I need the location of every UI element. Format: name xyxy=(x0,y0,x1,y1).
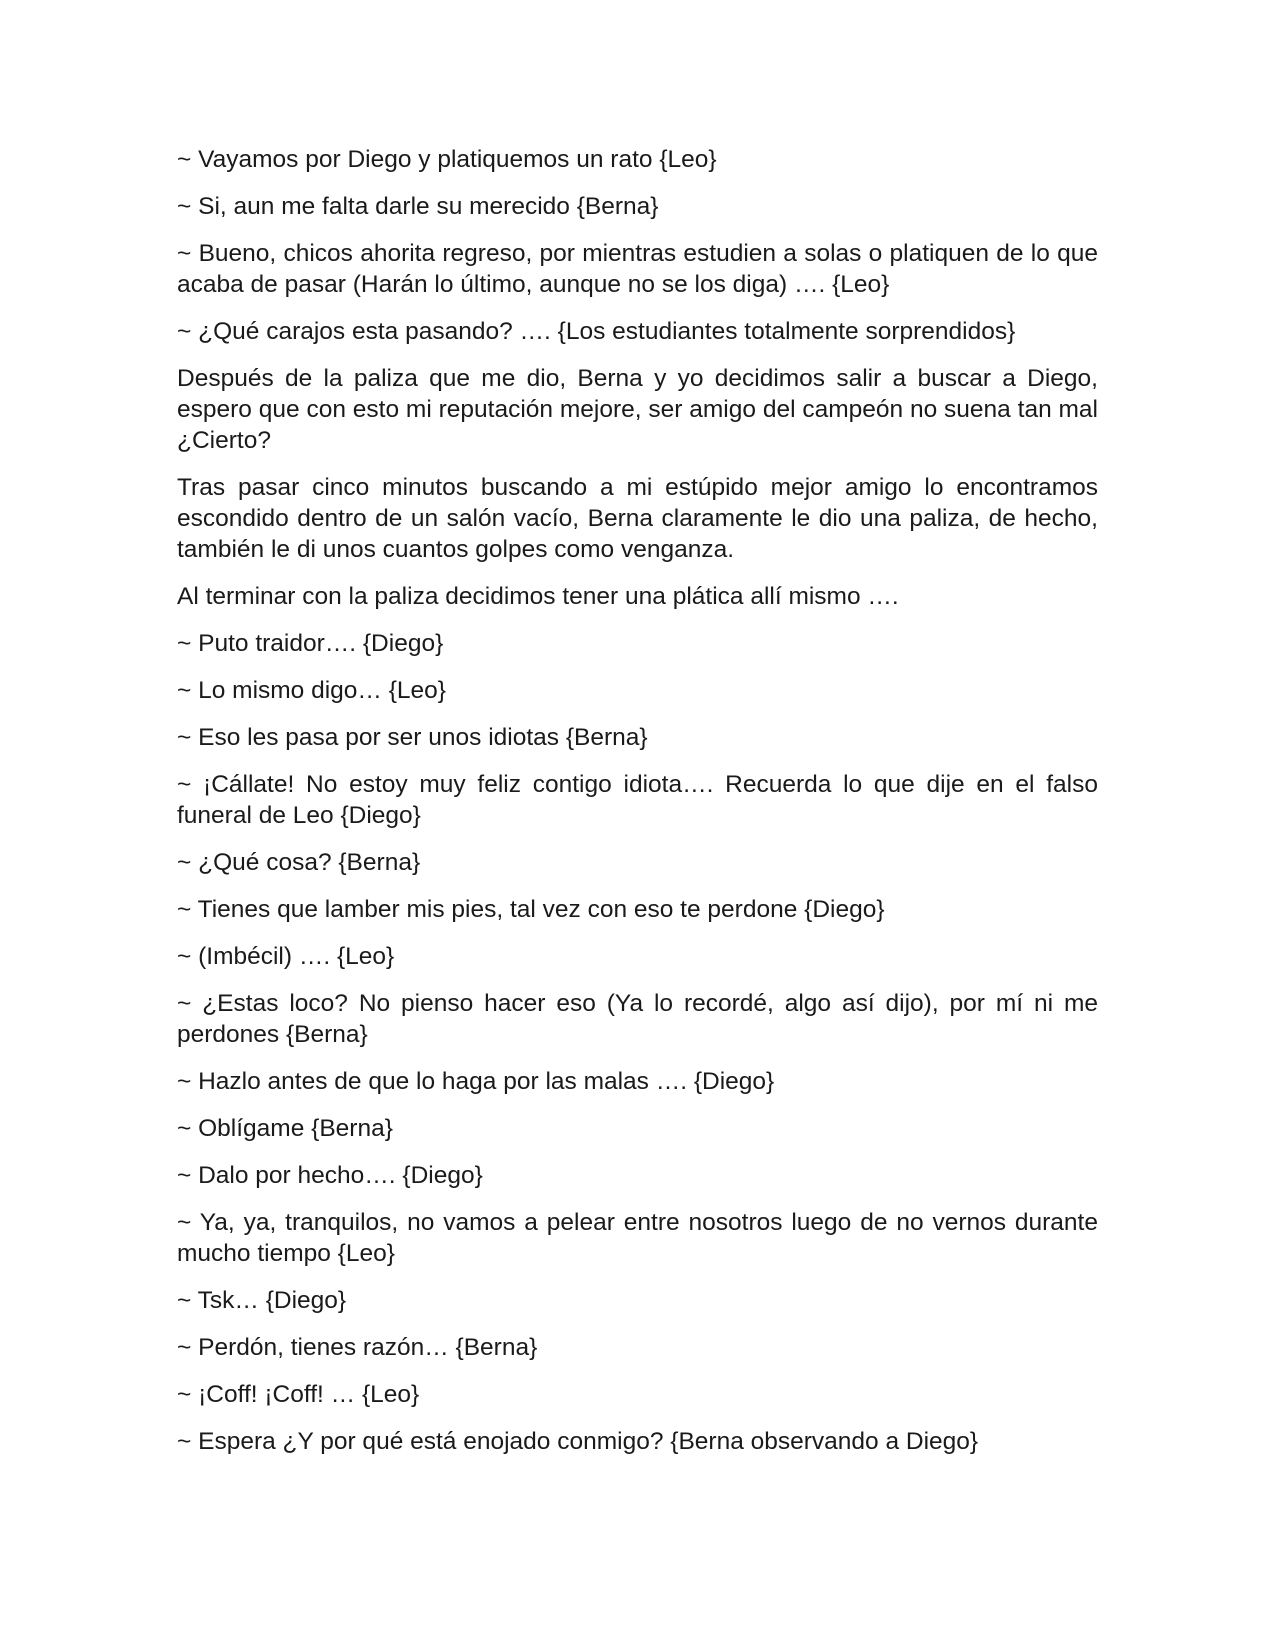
dialogue-line: ~ (Imbécil) …. {Leo} xyxy=(177,943,395,970)
dialogue-line: ~ Bueno, chicos ahorita regreso, por mientras estudien a solas o platiquen de lo que acaba de pasar (Harán lo último, aunque no se los diga) …. {Leo} xyxy=(177,240,1098,298)
narrative-paragraph: Después de la paliza que me dio, Berna y yo decidimos salir a buscar a Diego, espero que con esto mi reputación mejore, ser amigo del campeón no suena tan mal ¿Cierto? xyxy=(177,365,1098,454)
dialogue-line: ~ Puto traidor…. {Diego} xyxy=(177,630,444,657)
dialogue-line: ~ Vayamos por Diego y platiquemos un rato {Leo} xyxy=(177,146,717,173)
dialogue-line: ~ Ya, ya, tranquilos, no vamos a pelear entre nosotros luego de no vernos durante mucho tiempo {Leo} xyxy=(177,1209,1098,1267)
dialogue-line: ~ ¡Cállate! No estoy muy feliz contigo idiota…. Recuerda lo que dije en el falso funeral de Leo {Diego} xyxy=(177,771,1098,829)
dialogue-line: ~ Tsk… {Diego} xyxy=(177,1287,347,1314)
dialogue-line: ~ Dalo por hecho…. {Diego} xyxy=(177,1162,483,1189)
dialogue-line: ~ ¿Qué cosa? {Berna} xyxy=(177,849,421,876)
dialogue-line: ~ ¿Qué carajos esta pasando? …. {Los estudiantes totalmente sorprendidos} xyxy=(177,318,1016,345)
dialogue-line: ~ Tienes que lamber mis pies, tal vez con eso te perdone {Diego} xyxy=(177,896,885,923)
dialogue-line: ~ Perdón, tienes razón… {Berna} xyxy=(177,1334,538,1361)
dialogue-line: ~ Eso les pasa por ser unos idiotas {Berna} xyxy=(177,724,648,751)
dialogue-line: ~ ¿Estas loco? No pienso hacer eso (Ya lo recordé, algo así dijo), por mí ni me perdones {Berna} xyxy=(177,990,1098,1048)
narrative-paragraph: Tras pasar cinco minutos buscando a mi estúpido mejor amigo lo encontramos escondido dentro de un salón vacío, Berna claramente le dio una paliza, de hecho, también le di unos cuantos golpes como venganza. xyxy=(177,474,1098,563)
dialogue-line: ~ Si, aun me falta darle su merecido {Berna} xyxy=(177,193,659,220)
dialogue-line: ~ Oblígame {Berna} xyxy=(177,1115,393,1142)
document-body xyxy=(177,144,1098,1473)
narrative-paragraph: Al terminar con la paliza decidimos tener una plática allí mismo …. xyxy=(177,583,899,610)
dialogue-line: ~ Lo mismo digo… {Leo} xyxy=(177,677,446,704)
dialogue-line: ~ ¡Coff! ¡Coff! … {Leo} xyxy=(177,1381,420,1408)
dialogue-line: ~ Hazlo antes de que lo haga por las malas …. {Diego} xyxy=(177,1068,775,1095)
dialogue-line: ~ Espera ¿Y por qué está enojado conmigo? {Berna observando a Diego} xyxy=(177,1428,979,1455)
